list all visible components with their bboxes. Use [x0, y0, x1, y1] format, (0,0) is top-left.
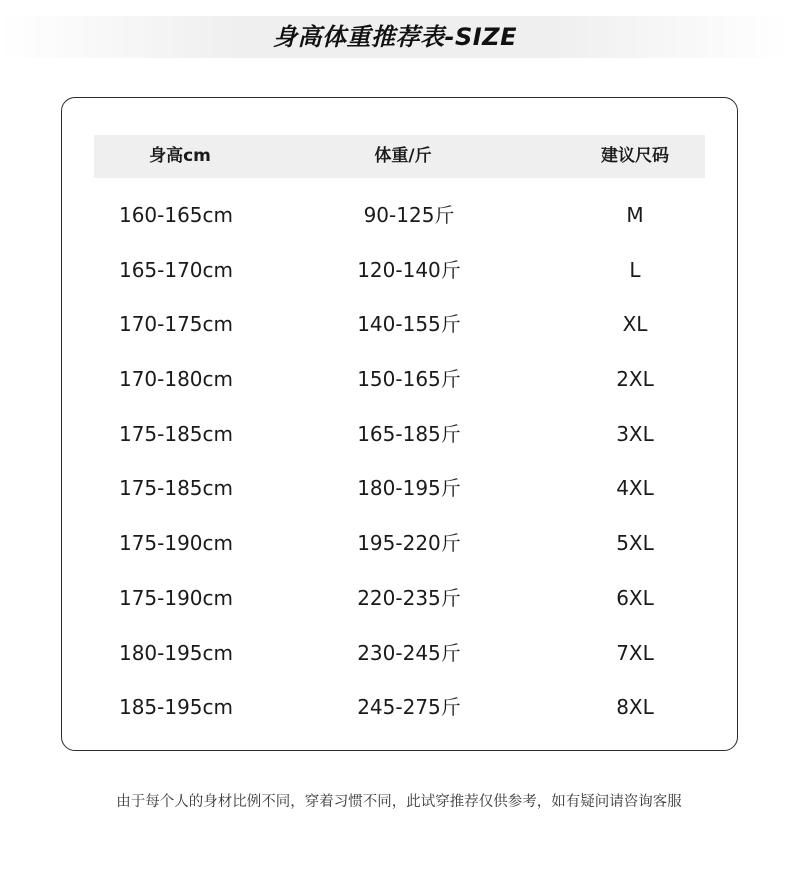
- cell-weight: 195-220斤: [357, 531, 461, 556]
- table-body: [94, 188, 705, 735]
- cell-weight: 90-125斤: [363, 203, 455, 227]
- table-row: [94, 516, 705, 571]
- table-row: [94, 407, 705, 462]
- cell-height: 160-165cm: [118, 203, 234, 227]
- cell-height: 170-175cm: [118, 312, 234, 337]
- cell-weight: 230-245斤: [357, 640, 461, 665]
- table-row: [94, 626, 705, 681]
- cell-size: M: [626, 203, 644, 227]
- cell-height: 180-195cm: [118, 640, 234, 665]
- cell-size: 5XL: [616, 531, 654, 556]
- cell-size: 2XL: [616, 367, 654, 392]
- table-header-row: [94, 135, 705, 178]
- header-weight: 体重/斤: [374, 146, 432, 166]
- cell-size: L: [629, 257, 641, 282]
- table-row: [94, 571, 705, 626]
- cell-size: 4XL: [616, 476, 654, 501]
- header-size: 建议尺码: [601, 146, 669, 166]
- cell-weight: 165-185斤: [357, 421, 461, 446]
- cell-size: 8XL: [616, 695, 654, 720]
- cell-size: XL: [622, 312, 648, 337]
- cell-weight: 180-195斤: [357, 476, 461, 501]
- cell-height: 185-195cm: [118, 695, 234, 720]
- cell-height: 175-185cm: [118, 476, 234, 501]
- table-row: [94, 461, 705, 516]
- cell-height: 175-185cm: [118, 421, 234, 446]
- cell-size: 6XL: [616, 585, 654, 610]
- table-row: [94, 352, 705, 407]
- cell-weight: 220-235斤: [357, 585, 461, 610]
- cell-size: 7XL: [616, 640, 654, 665]
- table-row: [94, 188, 705, 243]
- cell-height: 175-190cm: [118, 585, 234, 610]
- cell-height: 175-190cm: [118, 531, 234, 556]
- table-row: [94, 243, 705, 298]
- cell-height: 170-180cm: [118, 367, 234, 392]
- cell-weight: 245-275斤: [357, 695, 461, 720]
- table-row: [94, 297, 705, 352]
- header-height: 身高cm: [149, 146, 211, 166]
- cell-weight: 140-155斤: [357, 312, 461, 337]
- cell-height: 165-170cm: [118, 257, 234, 282]
- page-title: 身高体重推荐表-SIZE: [273, 23, 517, 51]
- cell-weight: 120-140斤: [357, 257, 461, 282]
- cell-weight: 150-165斤: [357, 367, 461, 392]
- table-row: [94, 680, 705, 735]
- fit-disclaimer: 由于每个人的身材比例不同，穿着习惯不同，此试穿推荐仅供参考，如有疑问请咨询客服: [116, 794, 682, 810]
- cell-size: 3XL: [616, 421, 654, 446]
